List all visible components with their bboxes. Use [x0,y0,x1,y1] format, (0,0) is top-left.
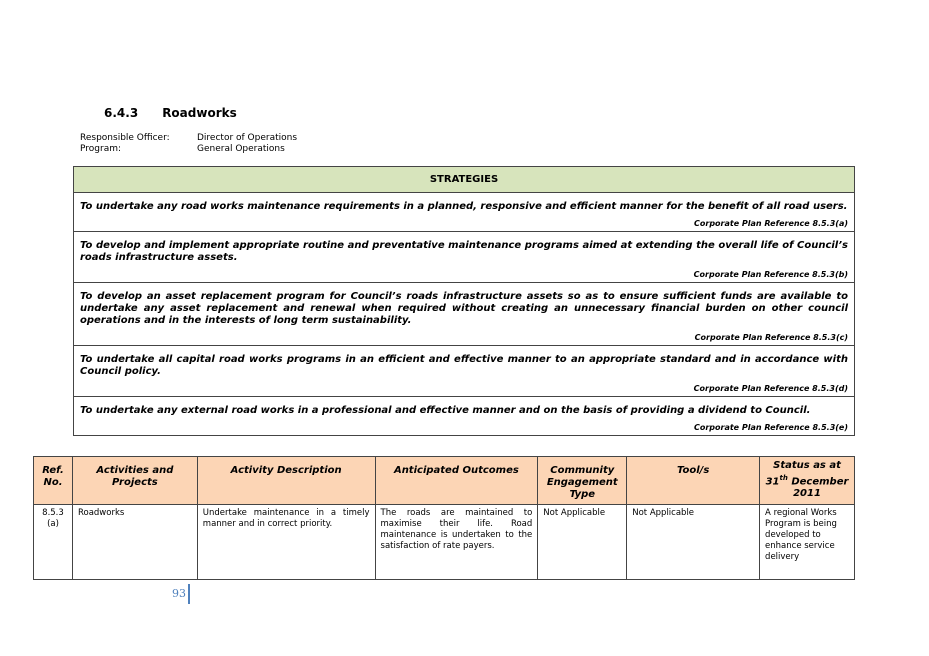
header-outcomes: Anticipated Outcomes [375,457,538,505]
strategy-item [74,232,854,283]
cell-description: Undertake maintenance in a timely manner and in correct priority. [197,505,375,580]
strategy-text: To undertake any external road works in a professional and effective manner and on the basis of providing a dividend to Council. [80,405,811,416]
table-row [34,505,855,580]
strategy-reference: Corporate Plan Reference 8.5.3(c) [694,333,848,342]
strategies-header: STRATEGIES [74,167,854,193]
strategy-text: To develop an asset replacement program for Council’s roads infrastructure assets so as to ensure sufficient funds are available to undertake any asset replacement and renewal when required without creating an unnecessary financial burden on other council operations and in the interests of long term sustainability. [80,291,848,326]
cell-tools: Not Applicable [627,505,760,580]
header-engagement: Community Engagement Type [538,457,627,505]
strategy-item [74,283,854,346]
program-value: General Operations [197,144,285,154]
activities-table [33,456,855,580]
header-description: Activity Description [197,457,375,505]
strategy-reference: Corporate Plan Reference 8.5.3(a) [694,219,848,228]
strategy-item [74,397,854,435]
header-tools: Tool/s [627,457,760,505]
page-number: 93 [172,587,186,600]
officer-label: Responsible Officer: [80,133,170,143]
section-title: Roadworks [162,106,237,120]
officer-value: Director of Operations [197,133,298,143]
page-number-divider [188,584,190,604]
strategy-reference: Corporate Plan Reference 8.5.3(b) [693,270,848,279]
cell-status: A regional Works Program is being developed to enhance service delivery [760,505,855,580]
header-status-pre: Status as at 31 [765,460,841,488]
cell-engagement: Not Applicable [538,505,627,580]
cell-activity: Roadworks [72,505,197,580]
strategy-reference: Corporate Plan Reference 8.5.3(d) [693,384,848,393]
section-number: 6.4.3 [104,106,139,120]
header-status-sup: th [779,474,788,482]
header-activities: Activities and Projects [72,457,197,505]
meta-block [80,133,297,155]
program-row [80,144,297,155]
section-heading [104,106,237,120]
strategy-item [74,346,854,397]
strategy-text: To develop and implement appropriate routine and preventative maintenance programs aimed at extending the overall life of Council’s roads infrastructure assets. [80,240,848,263]
header-status-post: December 2011 [787,476,849,500]
strategy-item [74,193,854,232]
strategies-table [73,166,855,436]
strategy-text: To undertake any road works maintenance requirements in a planned, responsive and efficient manner for the benefit of all road users. [80,201,848,212]
strategy-text: To undertake all capital road works programs in an efficient and effective manner to an appropriate standard and in accordance with Council policy. [80,354,848,377]
table-header-row [34,457,855,505]
strategy-reference: Corporate Plan Reference 8.5.3(e) [693,423,848,432]
header-ref: Ref. No. [34,457,73,505]
officer-row [80,133,297,144]
cell-ref: 8.5.3 (a) [34,505,73,580]
cell-outcomes: The roads are maintained to maximise their life. Road maintenance is undertaken to the satisfaction of rate payers. [375,505,538,580]
header-status [760,457,855,505]
program-label: Program: [80,144,122,154]
